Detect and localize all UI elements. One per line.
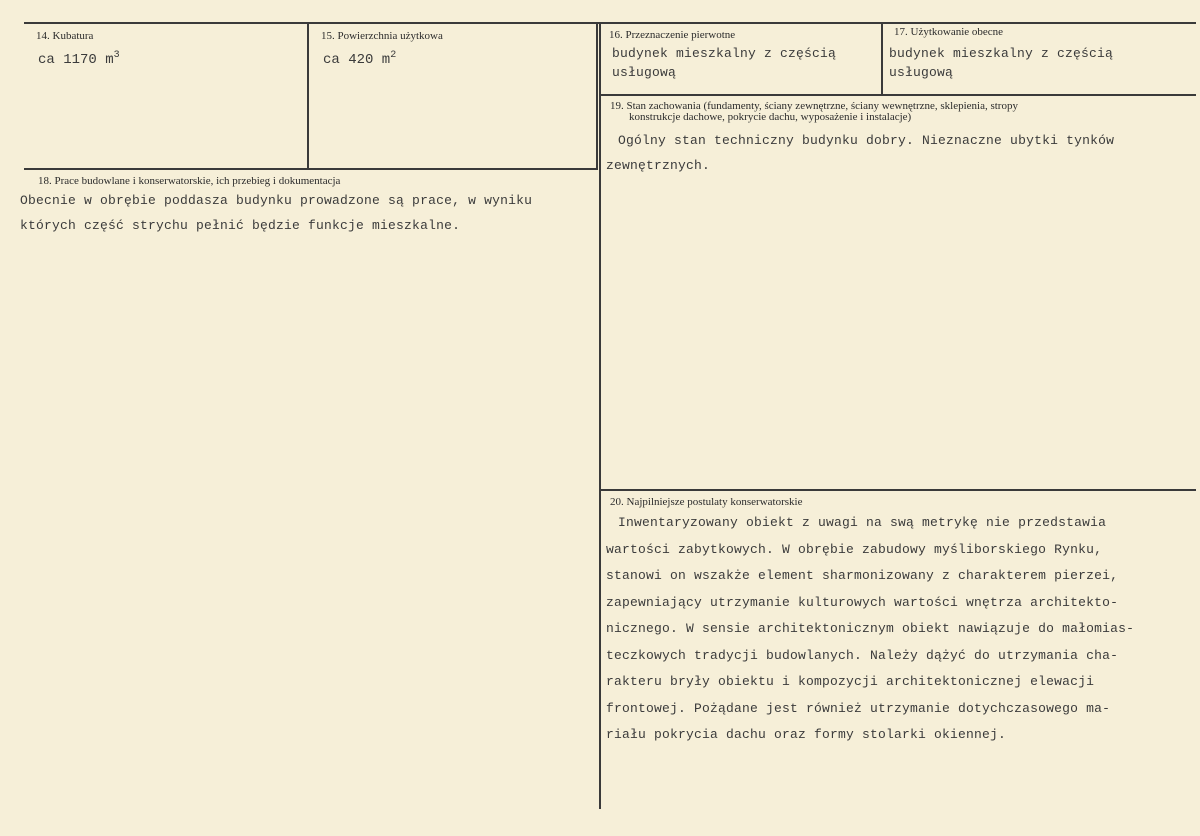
field20-label: 20. Najpilniejsze postulaty konserwatorskie (610, 496, 803, 508)
rule-above-18 (24, 168, 598, 170)
field15-unit-exponent: 2 (390, 50, 397, 61)
field20-line: stanowi on wszakże element sharmonizowany z charakterem pierzei, (606, 568, 1119, 583)
field20-value (606, 510, 1134, 749)
field17-value (889, 44, 1113, 82)
field19-line: Ogólny stan techniczny budynku dobry. Nieznaczne ubytki tynków (618, 133, 1115, 148)
field17-line: budynek mieszkalny z częścią (889, 46, 1114, 61)
field20-line: riału pokrycia dachu oraz formy stolarki okiennej. (606, 727, 1007, 742)
field20-line: Inwentaryzowany obiekt z uwagi na swą metrykę nie przedstawia (618, 515, 1107, 530)
field15-value (323, 52, 396, 68)
field19-value (606, 128, 1114, 178)
divider-16-17 (881, 24, 883, 94)
field20-line: wartości zabytkowych. W obrębie zabudowy myśliborskiego Rynku, (606, 541, 1103, 557)
field20-line: frontowej. Pożądane jest również utrzymanie dotychczasowego ma- (606, 700, 1111, 716)
field15-label: 15. Powierzchnia użytkowa (321, 30, 443, 42)
top-border (24, 22, 1196, 24)
field14-value-text: ca 1170 m (38, 52, 114, 68)
field18-value (20, 188, 532, 238)
field14-label: 14. Kubatura (36, 30, 94, 42)
rule-above-19 (600, 94, 1196, 96)
field14-unit-exponent: 3 (113, 50, 120, 61)
field17-label: 17. Użytkowanie obecne (894, 26, 1004, 38)
divider-15-16 (596, 24, 598, 169)
field16-value (612, 44, 836, 82)
field20-line: nicznego. W sensie architektonicznym obiekt nawiązuje do małomias- (606, 621, 1135, 636)
field20-line: rakteru bryły obiektu i kompozycji architektonicznej elewacji (606, 674, 1095, 689)
main-vertical-divider (599, 24, 601, 809)
field20-line: teczkowych tradycji budowlanych. Należy dążyć do utrzymania cha- (606, 647, 1119, 663)
field15-value-text: ca 420 m (323, 52, 391, 68)
field16-line: usługową (612, 65, 677, 80)
divider-14-15 (307, 24, 309, 169)
field16-line: budynek mieszkalny z częścią (612, 46, 837, 61)
field18-line: których część strychu pełnić będzie funkcje mieszkalne. (20, 218, 461, 233)
field16-label: 16. Przeznaczenie pierwotne (609, 29, 736, 41)
field18-label: 18. Prace budowlane i konserwatorskie, ich przebieg i dokumentacja (38, 175, 341, 187)
field19-label-line1: 19. Stan zachowania (fundamenty, ściany zewnętrzne, ściany wewnętrzne, sklepienia, stropy (610, 100, 1018, 112)
field19-label-line2: konstrukcje dachowe, pokrycie dachu, wyposażenie i instalacje) (629, 111, 912, 123)
rule-above-20 (600, 489, 1196, 491)
field20-line: zapewniający utrzymanie kulturowych wartości wnętrza architekto- (606, 594, 1119, 610)
field18-line: Obecnie w obrębie poddasza budynku prowadzone są prace, w wyniku (20, 193, 533, 208)
field17-line: usługową (889, 65, 954, 80)
field14-value (38, 52, 120, 68)
field19-line: zewnętrznych. (606, 158, 711, 173)
